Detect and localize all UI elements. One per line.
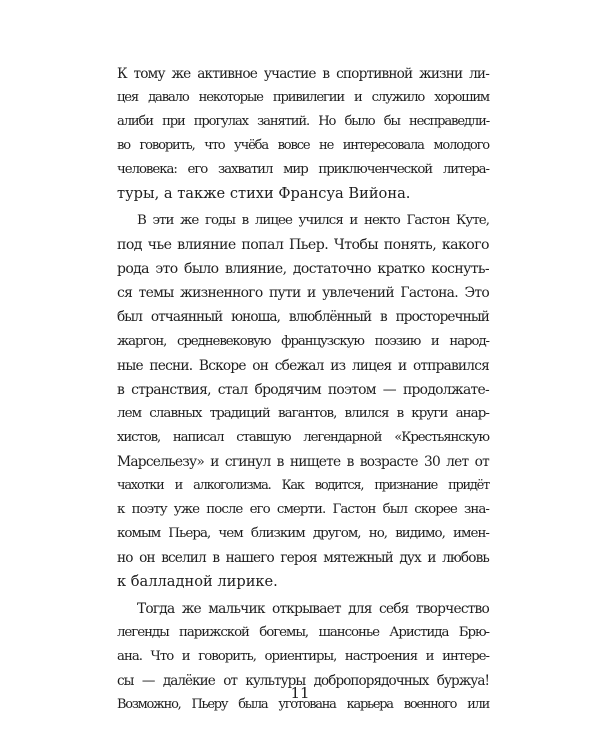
paragraph-2 [117, 209, 489, 594]
text-line: человека: его захватил мир приключенческой литера- [117, 162, 489, 178]
text-line: во говорить, что учёба вовсе не интересовала молодого [117, 138, 489, 154]
text-line: лем славных традиций вагантов, влился в круги анар- [117, 405, 489, 421]
text-line: ные песни. Вскоре он сбежал из лицея и отправился [117, 357, 489, 374]
text-line: сы — далёкие от культуры добропорядочных буржуа! [117, 673, 489, 690]
text-line: цея давало некоторые привилегии и служило хорошим [117, 90, 489, 106]
text-line: рода это было влияние, достаточно кратко коснуть- [117, 261, 489, 278]
text-line: К тому же активное участие в спортивной жизни ли- [117, 66, 489, 82]
text-line: Возможно, Пьеру была уготована карьера военного или [117, 697, 489, 713]
text-line: Тогда же мальчик открывает для себя творчество [137, 601, 489, 618]
text-line: легенды парижской богемы, шансонье Аристида Брю- [117, 625, 489, 641]
text-line: под чье влияние попал Пьер. Чтобы понять, какого [117, 237, 489, 254]
text-line: был отчаянный юноша, влюблённый в просторечный [117, 309, 489, 326]
text-line: к поэту уже после его смерти. Гастон был скорее зна- [117, 501, 489, 517]
text-line: Марсельезу» и сгинул в нищете в возрасте 30 лет от [117, 453, 489, 470]
text-line: хистов, написал ставшую легендарной «Крестьянскую [117, 429, 489, 445]
text-line: комым Пьера, чем близким другом, но, видимо, имен- [117, 525, 489, 541]
paragraph-1 [117, 62, 489, 206]
text-line: чахотки и алкоголизма. Как водится, признание придёт [117, 477, 489, 493]
text-line: алиби при прогулах занятий. Но было бы несправедли- [117, 114, 489, 130]
text-line: жаргон, средневековую французскую поэзию и народ- [117, 333, 489, 349]
text-line: ся темы жизненного пути и увлечений Гастона. Это [117, 285, 489, 302]
text-line: в странствия, стал бродячим поэтом — продолжате- [117, 381, 489, 398]
text-line: к балладной лирике. [117, 572, 278, 590]
text-line: туры, а также стихи Франсуа Вийона. [117, 185, 411, 203]
text-line: В эти же годы в лицее учился и некто Гастон Куте, [137, 213, 489, 229]
text-line: но он вселил в нашего героя мятежный дух и любовь [117, 549, 489, 566]
page-number: 11 [290, 684, 310, 702]
text-line: ана. Что и говорить, ориентиры, настроения и интере- [117, 649, 489, 665]
body-text [117, 62, 489, 720]
